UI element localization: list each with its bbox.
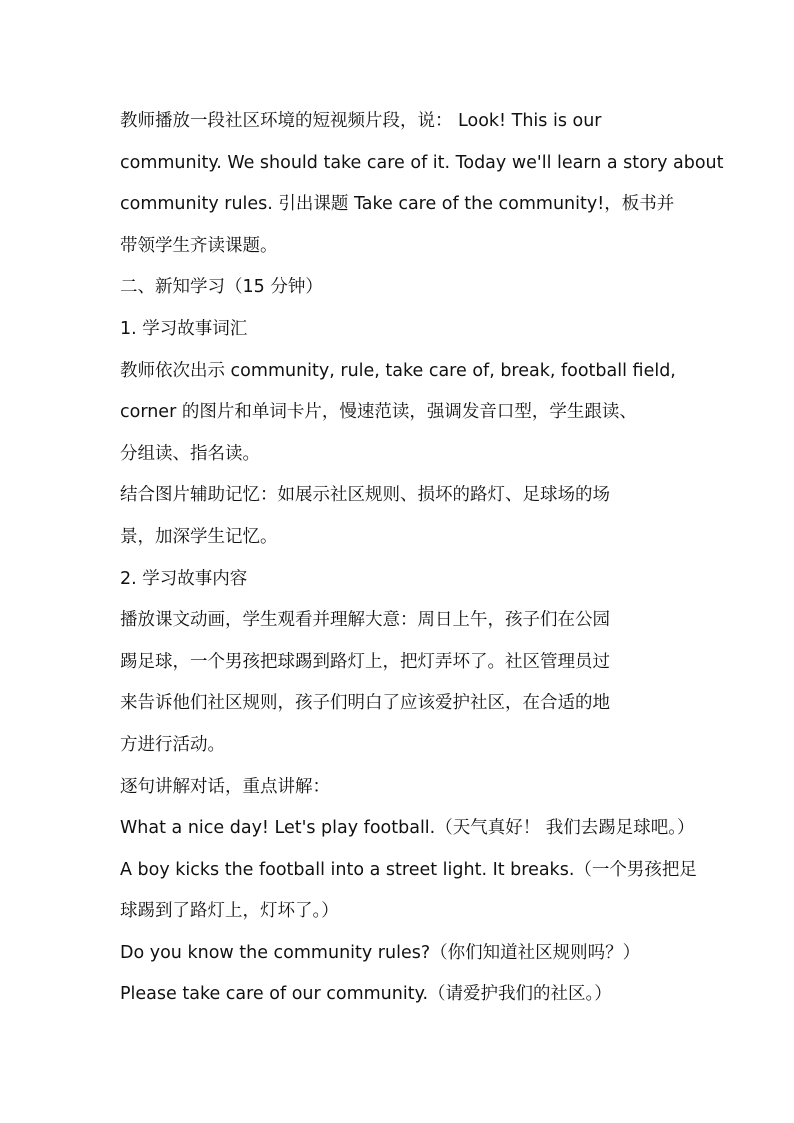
dialogue-line: Do you know the community rules?（你们知道社区规则吗？） (120, 942, 641, 963)
section-heading: 二、新知学习（15 分钟） (120, 277, 323, 298)
dialogue-intro-line: 逐句讲解对话，重点讲解： (120, 776, 330, 797)
memory-line: 景，加深学生记忆。 (120, 526, 278, 547)
vocabulary-line: 分组读、指名读。 (120, 443, 260, 464)
dialogue-line: 球踢到了路灯上，灯坏了。） (120, 901, 339, 922)
story-line: 来告诉他们社区规则，孩子们明白了应该爱护社区，在合适的地 (120, 693, 610, 714)
intro-line: community. We should take care of it. Today we'll learn a story about (120, 152, 724, 173)
dialogue-line: A boy kicks the football into a street light. It breaks.（一个男孩把足 (120, 859, 697, 880)
story-line: 播放课文动画，学生观看并理解大意：周日上午，孩子们在公园 (120, 610, 610, 631)
subsection-heading: 1. 学习故事词汇 (120, 318, 248, 339)
vocabulary-line: 教师依次出示 community, rule, take care of, break, football field, (120, 360, 676, 381)
document-body (120, 101, 724, 1016)
dialogue-line: Please take care of our community.（请爱护我们的社区。） (120, 984, 612, 1005)
story-line: 方进行活动。 (120, 734, 225, 755)
memory-line: 结合图片辅助记忆：如展示社区规则、损坏的路灯、足球场的场 (120, 485, 610, 506)
subsection-heading: 2. 学习故事内容 (120, 568, 248, 589)
dialogue-line: What a nice day! Let's play football.（天气真好！ 我们去踢足球吧。） (120, 818, 695, 839)
intro-line: 带领学生齐读课题。 (120, 235, 278, 256)
intro-line: 教师播放一段社区环境的短视频片段，说： Look! This is our (120, 111, 602, 131)
vocabulary-line: corner 的图片和单词卡片，慢速范读，强调发音口型，学生跟读、 (120, 402, 637, 423)
intro-line: community rules. 引出课题 Take care of the community!，板书并 (120, 194, 675, 215)
story-line: 踢足球，一个男孩把球踢到路灯上，把灯弄坏了。社区管理员过 (120, 651, 610, 672)
